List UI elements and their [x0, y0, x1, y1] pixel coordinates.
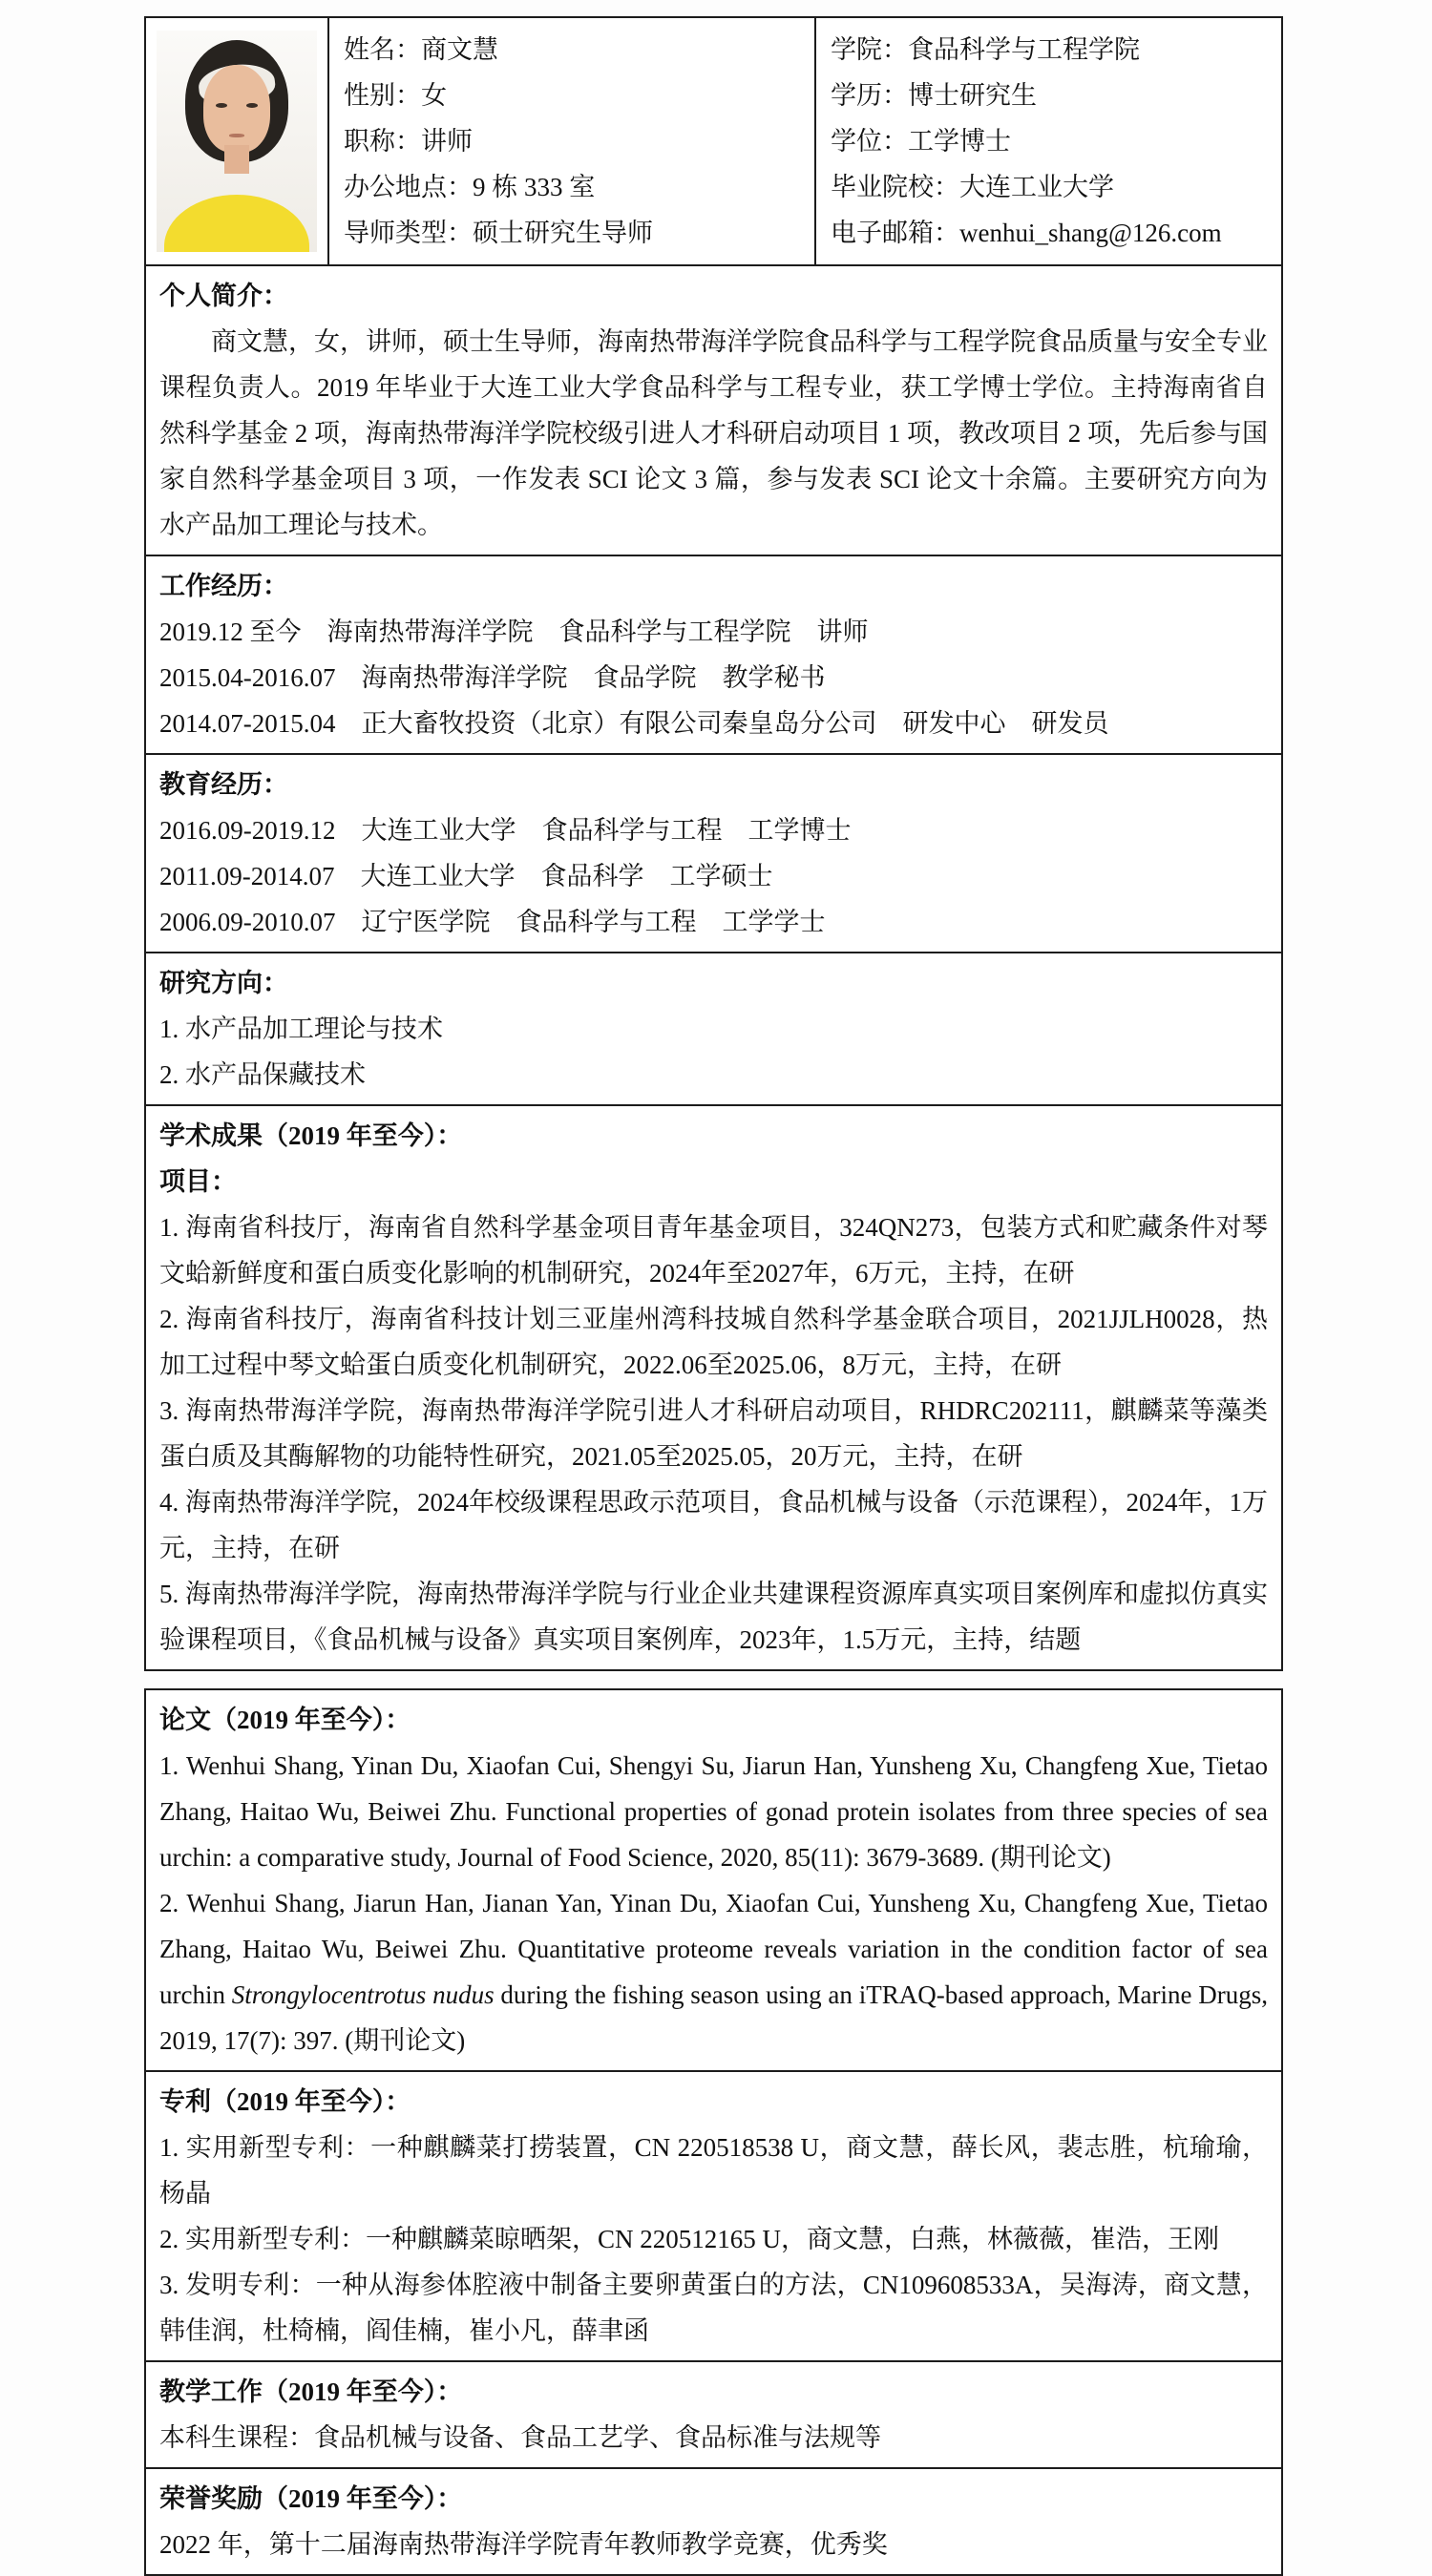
field-degree	[831, 118, 1274, 164]
paper-item: 1. Wenhui Shang, Yinan Du, Xiaofan Cui, Shengyi Su, Jiarun Han, Yunsheng Xu, Changfeng Xue, Tietao Zhang, Haitao Wu, Beiwei Zhu. Functional properties of gonad protein isolates from three species of sea urchin: a comparative study, Journal of Food Science, 2020, 85(11): 3679-3689. (期刊论文)	[159, 1751, 1268, 1872]
field-college-label: 学院：	[831, 35, 908, 64]
photo-mouth-shape	[229, 134, 244, 137]
species-name-italic: Strongylocentrotus nudus	[231, 1980, 495, 2009]
section-patents-heading: 专利（2019 年至今）：	[159, 2087, 411, 2116]
field-office	[344, 164, 807, 210]
project-item: 3. 海南热带海洋学院，海南热带海洋学院引进人才科研启动项目，RHDRC202111，麒麟菜等藻类蛋白质及其酶解物的功能特性研究，2021.05至2025.05，20万元，主持，在研	[159, 1396, 1268, 1471]
section-education-history	[146, 753, 1281, 952]
section-honors-awards	[146, 2467, 1281, 2574]
project-item: 2. 海南省科技厅，海南省科技计划三亚崖州湾科技城自然科学基金联合项目，2021JJLH0028，热加工过程中琴文蛤蛋白质变化机制研究，2022.06至2025.06，8万元，主持，在研	[159, 1305, 1268, 1379]
section-personal-intro	[146, 264, 1281, 555]
profile-header	[146, 18, 1281, 264]
patent-item: 3. 发明专利：一种从海参体腔液中制备主要卵黄蛋白的方法，CN109608533A，吴海涛，商文慧，韩佳润，杜椅楠，阎佳楠，崔小凡，薛聿函	[159, 2271, 1268, 2345]
field-gender	[344, 73, 807, 118]
paper-item	[159, 1880, 1268, 2063]
section-papers-heading: 论文（2019 年至今）：	[159, 1706, 411, 1734]
patent-item: 2. 实用新型专利：一种麒麟菜晾晒架，CN 220512165 U，商文慧，白燕，林薇薇，崔浩，王刚	[159, 2225, 1220, 2253]
field-mentor-type	[344, 210, 807, 256]
section-research-directions-heading: 研究方向：	[159, 969, 288, 997]
section-honors-awards-heading: 荣誉奖励（2019 年至今）：	[159, 2484, 463, 2513]
teaching-course-line: 本科生课程：食品机械与设备、食品工艺学、食品标准与法规等	[159, 2423, 881, 2452]
photo-eye-shape	[246, 103, 258, 108]
profile-table	[144, 16, 1283, 1671]
field-email-value: wenhui_shang@126.com	[959, 219, 1222, 247]
section-research-directions	[146, 952, 1281, 1104]
education-history-line: 2016.09-2019.12 大连工业大学 食品科学与工程 工学博士	[159, 816, 852, 845]
field-email	[831, 210, 1274, 256]
field-mentor-type-label: 导师类型：	[344, 219, 473, 247]
photo-face-shape	[203, 65, 270, 153]
field-gender-value: 女	[421, 81, 447, 110]
project-item: 4. 海南热带海洋学院，2024年校级课程思政示范项目，食品机械与设备（示范课程），2024年，1万元，主持，在研	[159, 1488, 1268, 1562]
section-work-experience	[146, 555, 1281, 753]
personal-intro-paragraph: 商文慧，女，讲师，硕士生导师，海南热带海洋学院食品科学与工程学院食品质量与安全专业课程负责人。2019 年毕业于大连工业大学食品科学与工程专业，获工学博士学位。主持海南省自然科学基金 2 项，海南热带海洋学院校级引进人才科研启动项目 1 项，教改项目 2 项，先后参与国家自然科学基金项目 3 项，一作发表 SCI 论文 3 篇，参与发表 SCI 论文十余篇。主要研究方向为水产品加工理论与技术。	[159, 327, 1268, 539]
paper-text: during the fishing season using an iTRAQ-based approach, Marine Drugs, 2019, 17(7): 397. (期刊论文)	[159, 1980, 1268, 2055]
field-alma-mater-label: 毕业院校：	[831, 173, 959, 201]
section-teaching-work	[146, 2360, 1281, 2467]
field-education-level-label: 学历：	[831, 81, 908, 110]
work-experience-line: 2015.04-2016.07 海南热带海洋学院 食品学院 教学秘书	[159, 663, 826, 692]
field-gender-label: 性别：	[344, 81, 421, 110]
research-direction-line: 2. 水产品保藏技术	[159, 1060, 366, 1089]
field-name-label: 姓名：	[344, 35, 421, 64]
field-education-level	[831, 73, 1274, 118]
project-item: 1. 海南省科技厅，海南省自然科学基金项目青年基金项目，324QN273，包装方式和贮藏条件对琴文蛤新鲜度和蛋白质变化影响的机制研究，2024年至2027年，6万元，主持，在研	[159, 1213, 1268, 1288]
section-education-history-heading: 教育经历：	[159, 770, 288, 799]
table-gap	[144, 1671, 1283, 1688]
work-experience-line: 2014.07-2015.04 正大畜牧投资（北京）有限公司秦皇岛分公司 研发中心 研发员	[159, 709, 1109, 738]
field-mentor-type-value: 硕士研究生导师	[473, 219, 653, 247]
work-experience-line: 2019.12 至今 海南热带海洋学院 食品科学与工程学院 讲师	[159, 618, 869, 646]
field-office-label: 办公地点：	[344, 173, 473, 201]
photo-eye-shape	[216, 103, 227, 108]
honor-award-line: 2022 年，第十二届海南热带海洋学院青年教师教学竞赛，优秀奖	[159, 2530, 888, 2559]
photo-neck-shape	[224, 145, 249, 174]
field-title-value: 讲师	[421, 127, 473, 156]
field-office-value: 9 栋 333 室	[473, 173, 596, 201]
education-history-line: 2011.09-2014.07 大连工业大学 食品科学 工学硕士	[159, 862, 773, 890]
paper-text: 2. Wenhui Shang, Jiarun Han, Jianan Yan, Yinan Du, Xiaofan Cui, Yunsheng Xu, Changfeng Xue, Tietao Zhang, Haitao Wu, Beiwei Zhu. Quantitative proteome reveals variation in the condition factor of sea urchin	[159, 1889, 1268, 2009]
field-title-label: 职称：	[344, 127, 421, 156]
section-personal-intro-heading: 个人简介：	[159, 282, 288, 310]
basic-info-left	[329, 18, 816, 264]
field-name	[344, 27, 807, 73]
field-degree-value: 工学博士	[908, 127, 1011, 156]
projects-subheading: 项目：	[159, 1167, 237, 1196]
section-academic-achievements-heading: 学术成果（2019 年至今）：	[159, 1121, 463, 1150]
section-academic-achievements	[146, 1104, 1281, 1669]
field-college-value: 食品科学与工程学院	[908, 35, 1140, 64]
profile-photo	[157, 31, 317, 252]
photo-yellow-shirt-shape	[164, 195, 309, 252]
field-name-value: 商文慧	[421, 35, 498, 64]
field-degree-label: 学位：	[831, 127, 908, 156]
project-item: 5. 海南热带海洋学院，海南热带海洋学院与行业企业共建课程资源库真实项目案例库和虚拟仿真实验课程项目，《食品机械与设备》真实项目案例库，2023年，1.5万元，主持，结题	[159, 1580, 1268, 1654]
photo-cell	[146, 18, 329, 264]
field-college	[831, 27, 1274, 73]
research-direction-line: 1. 水产品加工理论与技术	[159, 1015, 443, 1043]
patent-item: 1. 实用新型专利：一种麒麟菜打捞装置，CN 220518538 U，商文慧，薛长风，裴志胜，杭瑜瑜，杨晶	[159, 2133, 1268, 2208]
basic-info-right	[816, 18, 1281, 264]
publications-table	[144, 1688, 1283, 2576]
section-patents	[146, 2070, 1281, 2360]
section-teaching-work-heading: 教学工作（2019 年至今）：	[159, 2377, 463, 2406]
field-alma-mater	[831, 164, 1274, 210]
field-education-level-value: 博士研究生	[908, 81, 1037, 110]
section-papers	[146, 1690, 1281, 2070]
field-title	[344, 118, 807, 164]
education-history-line: 2006.09-2010.07 辽宁医学院 食品科学与工程 工学学士	[159, 908, 826, 936]
section-work-experience-heading: 工作经历：	[159, 572, 288, 600]
faculty-profile-document	[144, 16, 1283, 2576]
field-email-label: 电子邮箱：	[831, 219, 959, 247]
field-alma-mater-value: 大连工业大学	[959, 173, 1114, 201]
